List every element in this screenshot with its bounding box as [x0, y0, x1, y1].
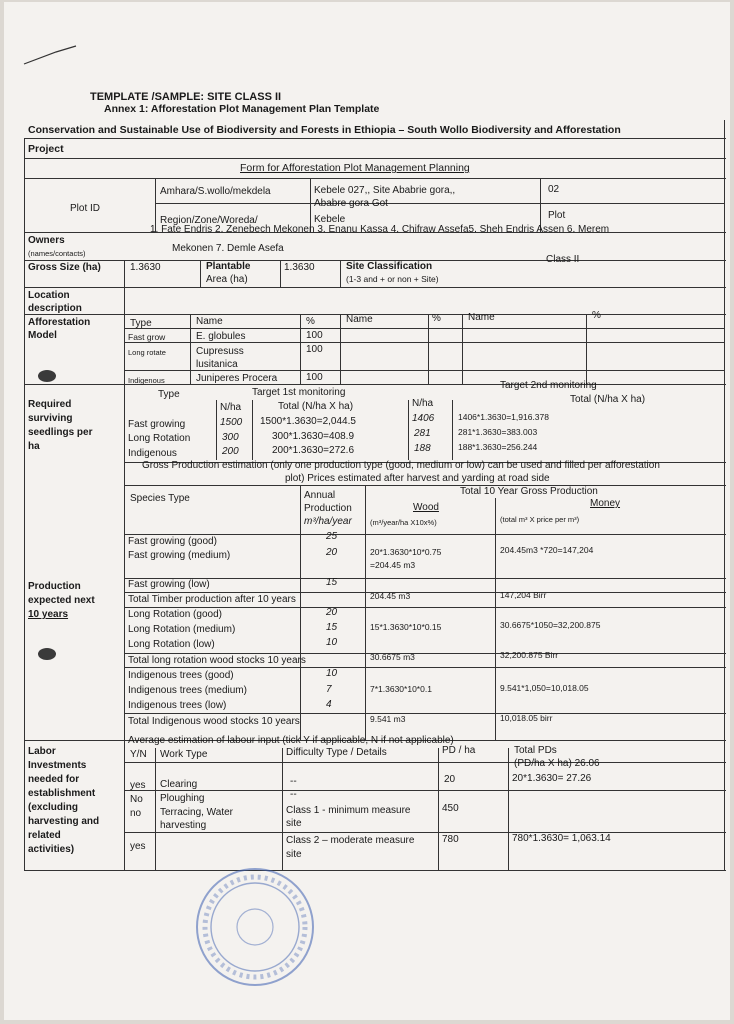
money-header: Money	[590, 498, 621, 509]
gross-size-value: 1.3630	[130, 262, 161, 273]
labor-label: harvesting and	[28, 816, 100, 827]
labor-difficulty: --	[290, 776, 297, 787]
money-value: 10,018.05 birr	[500, 713, 553, 723]
labor-label: (excluding	[28, 802, 79, 813]
model-species: Cupresuss	[196, 346, 244, 357]
official-stamp	[190, 862, 320, 992]
species-header: Species Type	[130, 493, 190, 504]
species-row: Fast growing (low)	[128, 579, 210, 590]
surviving-nha2: 281	[414, 428, 431, 439]
annual-value: 4	[326, 699, 332, 710]
labor-header-total-2: (PD/ha X ha) 26.06	[514, 758, 600, 769]
wood-value: 9.541 m3	[370, 714, 406, 724]
region-value: Amhara/S.wollo/mekdela	[160, 186, 271, 197]
region-label: Region/Zone/Woreda/	[160, 215, 258, 226]
plantable-label-2: Area (ha)	[206, 274, 248, 285]
species-row: Long Rotation (medium)	[128, 624, 236, 635]
labor-work-cont: harvesting	[160, 820, 207, 831]
production-label: Production	[28, 581, 81, 592]
labor-difficulty: Class 2 – moderate measure	[286, 835, 415, 846]
model-type: Indigenous	[128, 376, 165, 385]
kebele-value: Kebele 027,, Site Ababrie gora,,	[314, 185, 456, 196]
money-value: 204.45m3 *720=147,204	[500, 545, 594, 555]
money-value: 9.541*1,050=10,018.05	[500, 683, 589, 693]
nha-header: N/ha	[220, 402, 242, 413]
kebele-label: Kebele	[314, 214, 346, 225]
site-class-label: Site Classification	[346, 261, 433, 272]
surviving-total2: 1406*1.3630=1,916.378	[458, 412, 549, 422]
species-row: Indigenous trees (medium)	[128, 685, 247, 696]
labor-label: establishment	[28, 788, 96, 799]
labor-work: Clearing	[160, 779, 198, 790]
production-label: expected next	[28, 595, 95, 606]
punch-hole	[38, 648, 56, 660]
model-header-name-2: Name	[346, 314, 373, 325]
labor-total: 780*1.3630= 1,063.14	[512, 833, 611, 844]
nha-header-2: N/ha	[412, 398, 434, 409]
labor-header-pd: PD / ha	[442, 745, 476, 756]
document-page	[4, 2, 730, 1020]
labor-yn: yes	[130, 780, 146, 791]
annual-value: 25	[326, 531, 338, 542]
model-species-cont: lusitanica	[196, 359, 238, 370]
punch-hole	[38, 370, 56, 382]
surviving-nha2: 188	[414, 443, 431, 454]
wood-value-2: =204.45 m3	[370, 560, 416, 570]
production-label: 10 years	[28, 609, 69, 620]
species-row: Fast growing (good)	[128, 536, 217, 547]
plot-number: 02	[548, 184, 560, 195]
model-header-type: Type	[130, 318, 152, 329]
labor-total: 20*1.3630= 27.26	[512, 773, 592, 784]
species-row: Total Indigenous wood stocks 10 years	[128, 716, 300, 727]
plot-id-label: Plot ID	[70, 203, 101, 214]
surviving-total2: 188*1.3630=256.244	[458, 442, 538, 452]
annual-value: 7	[326, 684, 332, 695]
site-class-note: (1-3 and + or non + Site)	[346, 274, 439, 284]
wood-header: Wood	[413, 502, 439, 513]
money-value: 32,200.875 Birr	[500, 650, 559, 660]
surviving-label: seedlings per	[28, 427, 93, 438]
project-title: Conservation and Sustainable Use of Biodiversity and Forests in Ethiopia – South Wollo Biodiversity and Afforestation	[28, 124, 621, 136]
production-note-2: plot) Prices estimated after harvest and yarding at road side	[285, 473, 550, 484]
surviving-label: Required	[28, 399, 72, 410]
species-row: Total long rotation wood stocks 10 years	[128, 655, 306, 666]
annual-header-2: Production	[304, 503, 352, 514]
labor-pd: 20	[444, 774, 456, 785]
wood-value: 20*1.3630*10*0.75	[370, 547, 442, 557]
model-species: Juniperes Procera	[196, 373, 278, 384]
labor-header-difficulty: Difficulty Type / Details	[286, 747, 387, 758]
total-header: Total (N/ha X ha)	[278, 401, 354, 412]
model-species: E. globules	[196, 331, 246, 342]
species-row: Long Rotation (good)	[128, 609, 222, 620]
species-row: Indigenous trees (low)	[128, 700, 227, 711]
model-label: Afforestation	[28, 317, 91, 328]
model-label-2: Model	[28, 330, 57, 341]
total-header-2: Total (N/ha X ha)	[570, 394, 646, 405]
model-pct: 100	[306, 344, 323, 355]
owners-list: 1. Fate Endris 2. Zenebech Mekonen 3. Enanu Kassa 4. Chifraw Assefa5. Sheh Endris Assen 6. Merem	[150, 224, 610, 235]
model-pct: 100	[306, 372, 323, 383]
labor-label: Investments	[28, 760, 87, 771]
location-label: Location	[28, 290, 70, 301]
wood-value: 15*1.3630*10*0.15	[370, 622, 442, 632]
surviving-total1: 300*1.3630=408.9	[272, 431, 355, 442]
model-header-pct-3: %	[592, 310, 601, 321]
labor-difficulty-cont: site	[286, 849, 302, 860]
production-note: Gross Production estimation (only one production type (good, medium or low) can be used and filled per afforestation	[142, 460, 660, 471]
money-value: 30.6675*1050=32,200.875	[500, 620, 601, 630]
labor-pd: 450	[442, 803, 459, 814]
surviving-total1: 1500*1.3630=2,044.5	[260, 416, 356, 427]
labor-difficulty-cont: site	[286, 818, 302, 829]
target1-header: Target 1st monitoring	[252, 387, 346, 398]
annual-value: 10	[326, 637, 338, 648]
site-class-value: Class II	[546, 254, 580, 265]
surviving-label: ha	[28, 441, 40, 452]
model-header-name: Name	[196, 316, 223, 327]
species-row: Total Timber production after 10 years	[128, 594, 296, 605]
labor-difficulty: --	[290, 789, 297, 800]
total-10yr-header: Total 10 Year Gross Production	[460, 486, 598, 497]
surviving-nha1: 300	[222, 432, 239, 443]
owners-list-cont: Mekonen 7. Demle Asefa	[172, 243, 284, 254]
species-row: Fast growing (medium)	[128, 550, 231, 561]
form-title: Form for Afforestation Plot Management Planning	[240, 162, 470, 174]
surviving-type: Long Rotation	[128, 433, 191, 444]
model-type: Long rotate	[128, 348, 166, 357]
annex-title: Annex 1: Afforestation Plot Management Plan Template	[104, 103, 380, 115]
annual-value: 15	[326, 577, 338, 588]
annual-value: 15	[326, 622, 338, 633]
surviving-type: Fast growing	[128, 419, 186, 430]
labor-header-yn: Y/N	[130, 749, 147, 760]
wood-value: 7*1.3630*10*0.1	[370, 684, 432, 694]
wood-value: 30.6675 m3	[370, 652, 415, 662]
labor-header-work: Work Type	[160, 749, 208, 760]
kebele-value-2: Ababre gora Got	[314, 198, 388, 209]
annual-header-3: m³/ha/year	[304, 516, 352, 527]
annual-header: Annual	[304, 490, 336, 501]
labor-difficulty: Class 1 - minimum measure	[286, 805, 411, 816]
annual-value: 10	[326, 668, 338, 679]
surviving-type-header: Type	[158, 389, 180, 400]
labor-yn: no	[130, 808, 142, 819]
project-title-cont: Project	[28, 143, 64, 155]
labor-work: Ploughing	[160, 793, 205, 804]
species-row: Indigenous trees (good)	[128, 670, 234, 681]
owners-sublabel: (names/contacts)	[28, 249, 86, 258]
surviving-nha1: 200	[222, 446, 239, 457]
model-header-pct: %	[306, 316, 315, 327]
labor-label: Labor	[28, 746, 56, 757]
model-header-pct-2: %	[432, 313, 441, 324]
wood-subheader: (m³/year/ha X10x%)	[370, 518, 437, 527]
money-subheader: (total m³ X price per m³)	[500, 515, 580, 524]
owners-label: Owners	[28, 235, 65, 246]
annual-value: 20	[326, 607, 338, 618]
plantable-label: Plantable	[206, 261, 251, 272]
model-pct: 100	[306, 330, 323, 341]
labor-label: related	[28, 830, 61, 841]
plot-label: Plot	[548, 210, 566, 221]
surviving-total1: 200*1.3630=272.6	[272, 445, 355, 456]
gross-size-label: Gross Size (ha)	[28, 262, 101, 273]
surviving-label: surviving	[28, 413, 73, 424]
annual-value: 20	[326, 547, 338, 558]
labor-yn: No	[130, 794, 143, 805]
species-row: Long Rotation (low)	[128, 639, 215, 650]
labor-pd: 780	[442, 834, 459, 845]
labor-work: Terracing, Water	[160, 807, 233, 818]
pen-mark	[22, 44, 78, 68]
labor-label: needed for	[28, 774, 80, 785]
labor-header-total: Total PDs	[514, 745, 557, 756]
surviving-nha2: 1406	[412, 413, 435, 424]
location-label-2: description	[28, 303, 82, 314]
surviving-total2: 281*1.3630=383.003	[458, 427, 538, 437]
target2-header: Target 2nd monitoring	[500, 380, 597, 391]
labor-note: Average estimation of labour input (tick Y if applicable, N if not applicable)	[128, 735, 454, 746]
plantable-value: 1.3630	[284, 262, 315, 273]
template-title: TEMPLATE /SAMPLE: SITE CLASS II	[90, 91, 282, 103]
surviving-nha1: 1500	[220, 417, 243, 428]
wood-value: 204.45 m3	[370, 591, 411, 601]
money-value: 147,204 Birr	[500, 590, 547, 600]
model-type: Fast grow	[128, 332, 166, 342]
labor-label: activities)	[28, 844, 75, 855]
labor-yn: yes	[130, 841, 146, 852]
surviving-type: Indigenous	[128, 448, 177, 459]
model-header-name-3: Name	[468, 312, 495, 323]
